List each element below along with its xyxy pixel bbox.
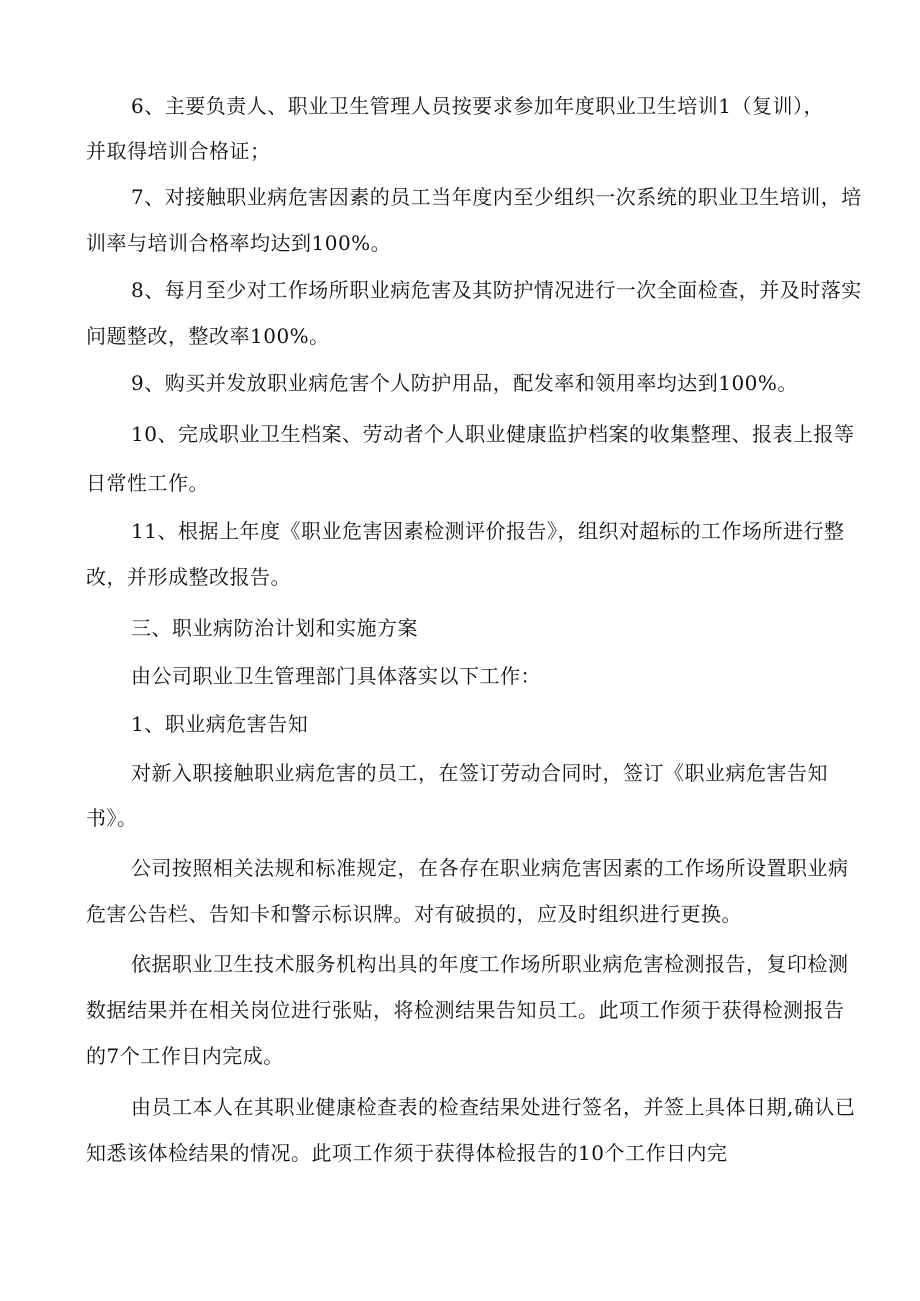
text-line: 改，并形成整改报告。	[86, 565, 291, 589]
text-line: 7、对接触职业病危害因素的员工当年度内至少组织一次系统的职业卫生培训，培	[131, 185, 862, 209]
text-line: 危害公告栏、告知卡和警示标识牌。对有破损的，应及时组织进行更换。	[86, 902, 742, 926]
text-line: 11、根据上年度《职业危害因素检测评价报告》，组织对超标的工作场所进行整	[131, 519, 845, 543]
section-heading: 三、职业病防治计划和实施方案	[131, 616, 418, 640]
text-line: 6、主要负责人、职业卫生管理人员按要求参加年度职业卫生培训1（复训），	[131, 94, 824, 118]
text-line: 并取得培训合格证；	[86, 139, 271, 163]
subsection-heading: 1、职业病危害告知	[131, 712, 309, 736]
text-line: 书》。	[86, 806, 138, 830]
text-line: 的7个工作日内完成。	[86, 1044, 284, 1068]
text-line: 依据职业卫生技术服务机构出具的年度工作场所职业病危害检测报告，复印检测	[131, 952, 849, 976]
text-line: 由公司职业卫生管理部门具体落实以下工作：	[131, 664, 541, 688]
text-line: 由员工本人在其职业健康检查表的检查结果处进行签名，并签上具体日期,确认已	[131, 1095, 856, 1119]
text-line: 数据结果并在相关岗位进行张贴，将检测结果告知员工。此项工作须于获得检测报告	[86, 998, 845, 1022]
text-line: 问题整改，整改率100%。	[86, 324, 330, 348]
text-line: 日常性工作。	[86, 471, 209, 495]
text-line: 对新入职接触职业病危害的员工，在签订劳动合同时，签订《职业病危害告知	[131, 761, 828, 785]
text-line: 8、每月至少对工作场所职业病危害及其防护情况进行一次全面检查，并及时落实	[131, 278, 862, 302]
text-line: 9、购买并发放职业病危害个人防护用品，配发率和领用率均达到100%。	[131, 371, 798, 395]
text-line: 公司按照相关法规和标准规定，在各存在职业病危害因素的工作场所设置职业病	[131, 856, 849, 880]
text-line: 训率与培训合格率均达到100%。	[86, 231, 392, 255]
text-line: 知悉该体检结果的情况。此项工作须于获得体检报告的10个工作日内完	[86, 1141, 728, 1165]
text-line: 10、完成职业卫生档案、劳动者个人职业健康监护档案的收集整理、报表上报等	[131, 422, 855, 446]
